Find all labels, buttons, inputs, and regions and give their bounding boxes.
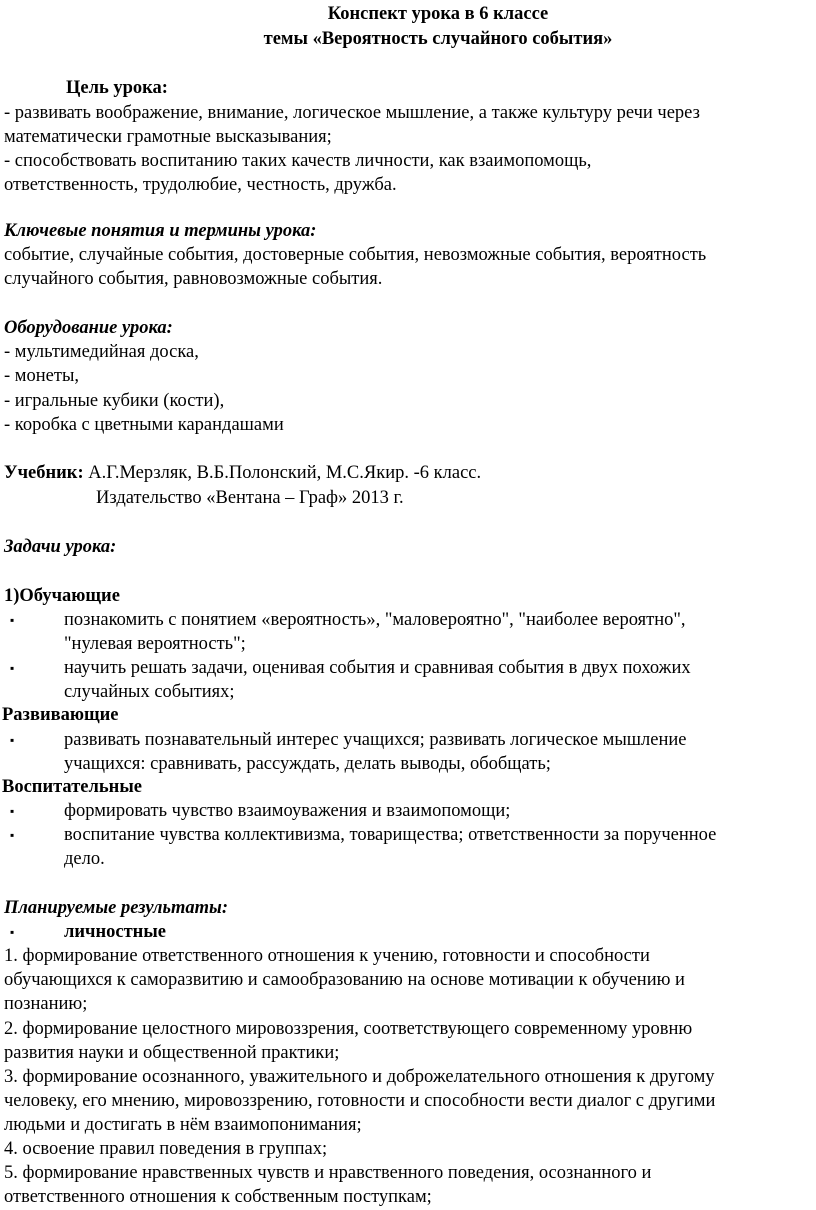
developing-item: развивать познавательный интерес учащихся; развивать логическое мышление	[64, 730, 687, 750]
textbook-label: Учебник:	[4, 463, 84, 483]
key-terms-line: событие, случайные события, достоверные события, невозможные события, вероятность	[4, 245, 707, 265]
educational-item: формировать чувство взаимоуважения и взаимопомощи;	[64, 801, 511, 821]
result-line: людьми и достигать в нём взаимопонимания;	[4, 1115, 362, 1135]
key-terms-line: случайного события, равновозможные события.	[4, 269, 383, 289]
equipment-item: - коробка с цветными карандашами	[4, 415, 284, 435]
equipment-item: - мультимедийная доска,	[4, 342, 199, 362]
result-line: 1. формирование ответственного отношения к учению, готовности и способности	[4, 946, 650, 966]
result-line: развития науки и общественной практики;	[4, 1043, 340, 1063]
result-line: 2. формирование целостного мировоззрения, соответствующего современному уровню	[4, 1019, 693, 1039]
equipment-heading: Оборудование урока:	[4, 318, 173, 338]
tasks-heading: Задачи урока:	[4, 537, 117, 557]
bullet-icon: ▪	[10, 733, 15, 747]
result-line: 3. формирование осознанного, уважительного и доброжелательного отношения к другому	[4, 1067, 715, 1087]
textbook-line	[4, 461, 481, 486]
equipment-item: - монеты,	[4, 366, 79, 386]
bullet-icon: ▪	[10, 661, 15, 675]
results-heading: Планируемые результаты:	[4, 898, 229, 918]
title-line-1: Конспект урока в 6 классе	[327, 4, 549, 24]
teaching-item-cont: "нулевая вероятность";	[64, 634, 246, 654]
educational-item-cont: дело.	[64, 849, 105, 869]
goal-line: - способствовать воспитанию таких качеств личности, как взаимопомощь,	[4, 151, 592, 171]
educational-heading: Воспитательные	[2, 777, 142, 797]
textbook-publisher: Издательство «Вентана – Граф» 2013 г.	[96, 488, 404, 508]
textbook-authors: А.Г.Мерзляк, В.Б.Полонский, М.С.Якир. -6 класс.	[83, 463, 482, 483]
bullet-icon: ▪	[10, 828, 15, 842]
result-line: обучающихся к саморазвитию и самообразованию на основе мотивации к обучению и	[4, 970, 685, 990]
title-line-2: темы «Вероятность случайного события»	[263, 29, 613, 49]
developing-item-cont: учащихся: сравнивать, рассуждать, делать выводы, обобщать;	[64, 754, 551, 774]
goal-line: математически грамотные высказывания;	[4, 127, 332, 147]
personal-results-heading: личностные	[64, 922, 166, 942]
goal-line: ответственность, трудолюбие, честность, дружба.	[4, 175, 397, 195]
result-line: познанию;	[4, 994, 88, 1014]
key-terms-heading: Ключевые понятия и термины урока:	[4, 221, 317, 241]
bullet-icon: ▪	[10, 613, 15, 627]
goal-heading: Цель урока:	[66, 78, 168, 98]
goal-line: - развивать воображение, внимание, логическое мышление, а также культуру речи через	[4, 103, 700, 123]
result-line: ответственного отношения к собственным поступкам;	[4, 1187, 432, 1207]
teaching-item: научить решать задачи, оценивая события и сравнивая события в двух похожих	[64, 658, 691, 678]
result-line: 4. освоение правил поведения в группах;	[4, 1139, 328, 1159]
teaching-item: познакомить с понятием «вероятность», "маловероятно", "наиболее вероятно",	[64, 610, 686, 630]
equipment-item: - игральные кубики (кости),	[4, 391, 225, 411]
developing-heading: Развивающие	[2, 705, 119, 725]
teaching-item-cont: случайных событиях;	[64, 682, 235, 702]
result-line: человеку, его мнению, мировоззрению, готовности и способности вести диалог с другими	[4, 1091, 716, 1111]
educational-item: воспитание чувства коллективизма, товарищества; ответственности за порученное	[64, 825, 717, 845]
result-line: 5. формирование нравственных чувств и нравственного поведения, осознанного и	[4, 1163, 652, 1183]
bullet-icon: ▪	[10, 804, 15, 818]
bullet-icon: ▪	[10, 925, 15, 939]
teaching-heading: 1)Обучающие	[4, 586, 120, 606]
